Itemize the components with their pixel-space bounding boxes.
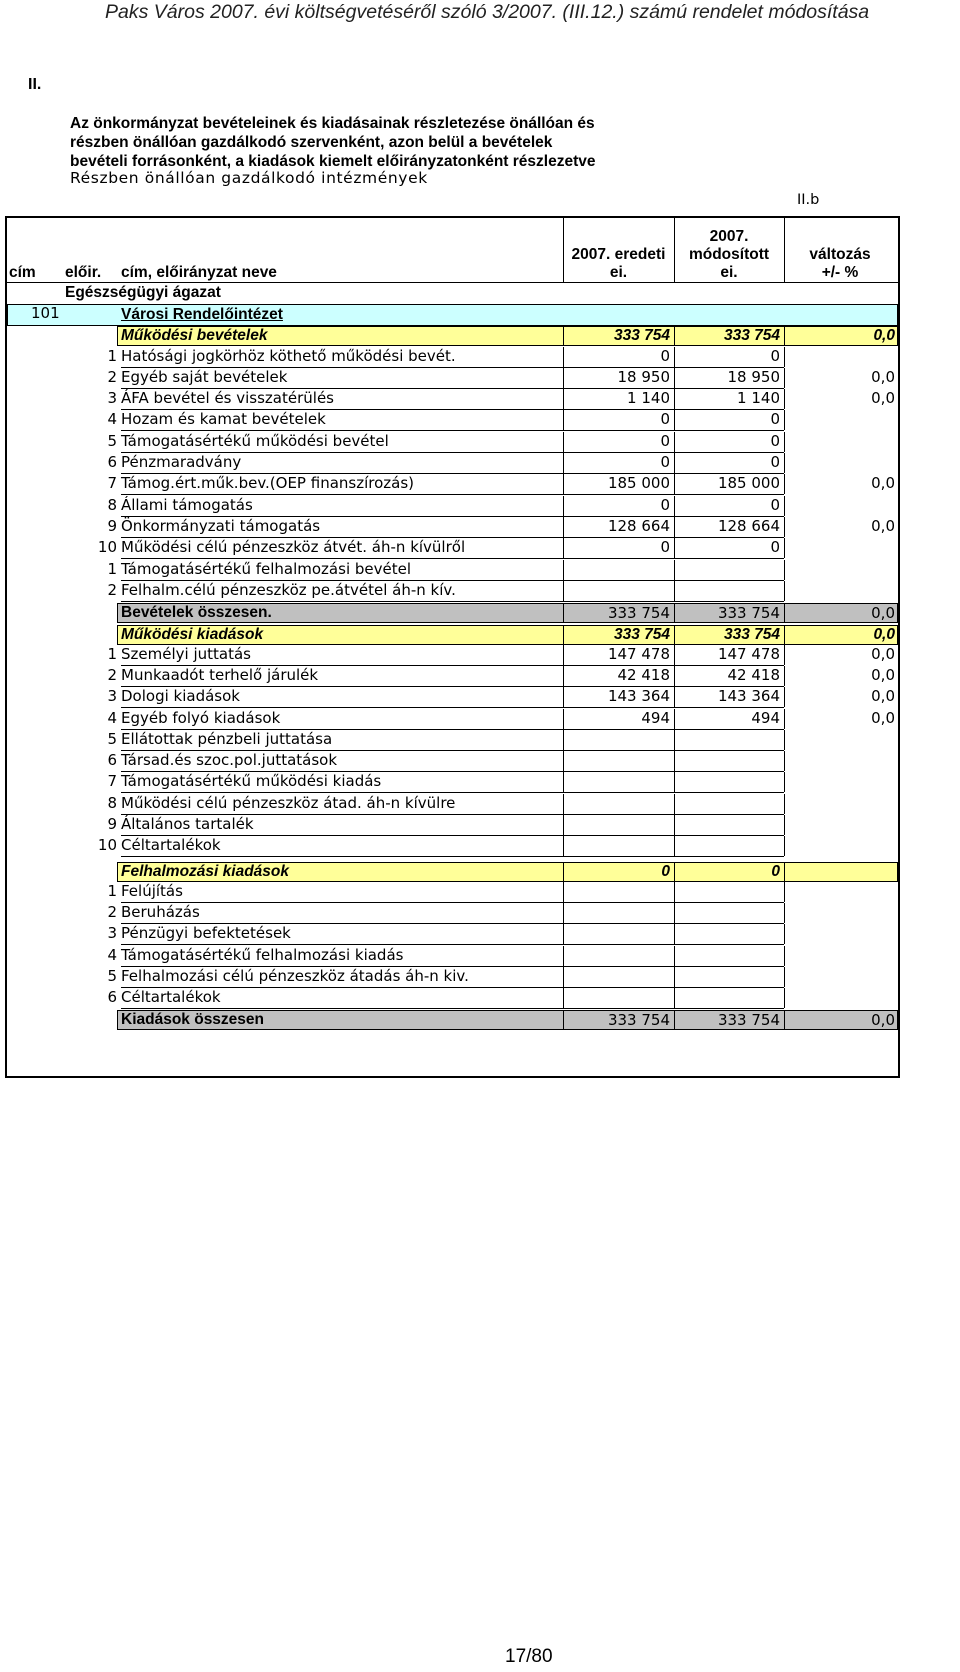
cell-divider	[674, 603, 675, 623]
cell-divider	[674, 946, 675, 966]
row-number: 8	[107, 495, 117, 514]
cell-divider	[784, 389, 785, 409]
cell-divider	[784, 815, 785, 835]
cell-divider	[674, 815, 675, 835]
cell-divider	[563, 538, 564, 558]
cell-divider	[674, 347, 675, 367]
cell-divider	[784, 903, 785, 923]
sector-label: Egészségügyi ágazat	[65, 284, 221, 301]
value-original: 147 478	[607, 644, 670, 663]
row-number: 1	[107, 881, 117, 900]
opex-header-row-label: Működési kiadások	[121, 625, 264, 643]
cell-divider	[674, 882, 675, 902]
value-original: 0	[660, 410, 670, 429]
value-original: 333 754	[607, 604, 670, 623]
cell-divider	[563, 751, 564, 771]
cell-divider	[674, 751, 675, 771]
row-number: 5	[107, 431, 117, 450]
cell-divider	[784, 326, 785, 346]
cell-divider	[784, 666, 785, 686]
row-number: 4	[107, 708, 117, 727]
cell-divider	[563, 946, 564, 966]
row-number: 1	[107, 559, 117, 578]
header-divider	[7, 282, 898, 283]
value-modified: 0	[770, 495, 780, 514]
value-modified: 128 664	[717, 516, 780, 535]
value-change: 0,0	[871, 644, 895, 663]
row-label: Egyéb folyó kiadások	[121, 708, 281, 727]
value-modified: 0	[770, 453, 780, 471]
value-original: 333 754	[607, 1011, 670, 1030]
value-change: 0,0	[871, 665, 895, 684]
institution-name: Városi Rendelőintézet	[121, 306, 283, 323]
col-header-original-line: ei.	[609, 264, 628, 281]
cell-divider	[563, 772, 564, 792]
cell-divider	[784, 882, 785, 902]
value-modified: 42 418	[727, 665, 780, 684]
row-number: 3	[107, 924, 117, 943]
cell-divider	[674, 432, 675, 452]
value-change: 0,0	[871, 516, 895, 535]
income-total-row-label: Bevételek összesen.	[121, 604, 272, 622]
cell-divider	[784, 453, 785, 473]
row-label: Ellátottak pénzbeli juttatása	[121, 729, 333, 748]
row-number: 8	[107, 793, 117, 812]
value-modified: 18 950	[727, 367, 780, 386]
value-original: 42 418	[617, 665, 670, 684]
income-header-row-label: Működési bevételek	[121, 327, 268, 344]
value-original: 18 950	[617, 367, 670, 386]
intro-line: bevételi forrásonként, a kiadások kiemelt előirányzatonként részlezetve	[70, 153, 596, 170]
value-change: 0,0	[871, 687, 895, 706]
value-modified: 0	[770, 431, 780, 450]
intro-line: Az önkormányzat bevételeinek és kiadásainak részletezése önállóan és	[70, 115, 595, 132]
value-original: 0	[660, 431, 670, 450]
row-label: Pénzügyi befektetések	[121, 924, 291, 943]
value-modified: 1 140	[737, 389, 780, 408]
col-header-name: cím, előirányzat neve	[121, 264, 277, 281]
row-number: 6	[107, 453, 117, 471]
cell-divider	[674, 560, 675, 580]
cell-divider	[784, 645, 785, 665]
value-modified: 0	[770, 346, 780, 365]
cell-divider	[563, 687, 564, 707]
value-original: 0	[660, 538, 670, 557]
cell-divider	[563, 794, 564, 814]
row-number: 6	[107, 751, 117, 770]
cell-divider	[563, 581, 564, 601]
cell-divider	[563, 410, 564, 430]
row-label: Működési célú pénzeszköz átvét. áh-n kívülről	[121, 538, 466, 557]
row-label: ÁFA bevétel és visszatérülés	[121, 389, 334, 408]
cell-divider	[563, 903, 564, 923]
row-label: Egyéb saját bevételek	[121, 367, 288, 386]
row-label: Hozam és kamat bevételek	[121, 410, 326, 429]
cell-divider	[784, 603, 785, 623]
value-original: 143 364	[607, 687, 670, 706]
cell-divider	[674, 924, 675, 944]
cell-divider	[784, 517, 785, 537]
cell-divider	[784, 581, 785, 601]
row-label: Támogatásértékű felhalmozási kiadás	[121, 945, 404, 964]
cell-divider	[784, 709, 785, 729]
cell-divider	[674, 517, 675, 537]
value-original: 0	[661, 862, 670, 880]
row-number: 2	[107, 665, 117, 684]
cell-divider	[674, 474, 675, 494]
value-change: 0,0	[871, 604, 895, 623]
cell-divider	[563, 645, 564, 665]
row-label: Támogatásértékű működési kiadás	[121, 772, 382, 791]
cell-divider	[674, 389, 675, 409]
cell-divider	[784, 347, 785, 367]
cell-divider	[563, 347, 564, 367]
row-number: 2	[107, 580, 117, 599]
value-modified: 333 754	[723, 327, 780, 344]
row-label: Támogatásértékű felhalmozási bevétel	[121, 559, 412, 578]
cell-divider	[563, 1010, 564, 1030]
value-modified: 185 000	[717, 474, 780, 493]
row-number: 10	[97, 538, 117, 557]
value-original: 185 000	[607, 474, 670, 493]
cell-divider	[784, 836, 785, 856]
row-number: 7	[107, 772, 117, 791]
cell-divider	[563, 988, 564, 1008]
cell-divider	[784, 862, 785, 882]
cell-divider	[563, 432, 564, 452]
value-modified: 333 754	[717, 604, 780, 623]
cell-divider	[674, 836, 675, 856]
cell-divider	[784, 1010, 785, 1030]
cell-divider	[674, 410, 675, 430]
cell-divider	[563, 560, 564, 580]
row-number: 1	[107, 644, 117, 663]
value-change: 0,0	[871, 367, 895, 386]
cell-divider	[563, 836, 564, 856]
row-label: Általános tartalék	[121, 815, 254, 833]
cell-divider	[674, 496, 675, 516]
row-number: 6	[107, 988, 117, 1007]
cell-divider	[563, 368, 564, 388]
row-number: 9	[107, 516, 117, 535]
value-modified: 147 478	[717, 644, 780, 663]
institution-code: 101	[31, 304, 60, 322]
row-underline	[121, 601, 784, 602]
cell-divider	[784, 751, 785, 771]
cell-divider	[563, 517, 564, 537]
cell-divider	[563, 389, 564, 409]
value-modified: 333 754	[717, 1011, 780, 1030]
cell-divider	[563, 924, 564, 944]
value-change: 0,0	[873, 625, 895, 643]
row-underline	[121, 902, 784, 903]
cell-divider	[563, 882, 564, 902]
cell-divider	[784, 410, 785, 430]
cell-divider	[674, 794, 675, 814]
cell-divider	[674, 730, 675, 750]
cell-divider	[784, 560, 785, 580]
value-change: 0,0	[871, 389, 895, 408]
cell-divider	[563, 474, 564, 494]
value-original: 1 140	[627, 389, 670, 408]
col-header-modified-line: módosított	[688, 246, 770, 263]
row-label: Munkaadót terhelő járulék	[121, 665, 319, 684]
value-change: 0,0	[873, 327, 895, 344]
cell-divider	[563, 496, 564, 516]
value-modified: 333 754	[723, 625, 780, 643]
value-original: 333 754	[613, 327, 670, 344]
col-header-change-line: változás	[809, 246, 871, 263]
cell-divider	[563, 666, 564, 686]
row-number: 10	[97, 836, 117, 855]
cell-divider	[784, 496, 785, 516]
cell-divider	[784, 687, 785, 707]
cell-divider	[784, 730, 785, 750]
value-change: 0,0	[871, 474, 895, 493]
row-number: 5	[107, 729, 117, 748]
value-original: 0	[660, 453, 670, 471]
cell-divider	[784, 432, 785, 452]
row-number: 2	[107, 902, 117, 921]
value-original: 333 754	[613, 625, 670, 643]
cell-divider	[563, 815, 564, 835]
cell-divider	[784, 924, 785, 944]
cell-divider	[674, 581, 675, 601]
value-change: 0,0	[871, 1011, 895, 1030]
row-number: 3	[107, 389, 117, 408]
cell-divider	[784, 946, 785, 966]
value-change: 0,0	[871, 708, 895, 727]
row-label: Céltartalékok	[121, 836, 221, 855]
row-label: Felhalm.célú pénzeszköz pe.átvétel áh-n kív.	[121, 580, 456, 599]
cell-divider	[563, 709, 564, 729]
cell-divider	[784, 988, 785, 1008]
col-header-modified	[674, 228, 784, 282]
cell-divider	[563, 625, 564, 645]
value-modified: 0	[770, 538, 780, 557]
cell-divider	[674, 903, 675, 923]
cell-divider	[784, 368, 785, 388]
row-number: 4	[107, 945, 117, 964]
cell-divider	[674, 967, 675, 987]
cell-divider	[784, 474, 785, 494]
row-underline	[121, 856, 784, 857]
value-modified: 143 364	[717, 687, 780, 706]
value-original: 128 664	[607, 516, 670, 535]
row-number: 5	[107, 966, 117, 985]
cell-divider	[674, 1010, 675, 1030]
cell-divider	[674, 368, 675, 388]
value-original: 0	[660, 346, 670, 365]
cell-divider	[674, 326, 675, 346]
col-header-cim: cím	[9, 264, 36, 281]
row-number: 4	[107, 410, 117, 429]
cell-divider	[674, 862, 675, 882]
row-number: 3	[107, 687, 117, 706]
cell-divider	[784, 794, 785, 814]
cell-divider	[674, 645, 675, 665]
value-original: 494	[641, 708, 670, 727]
col-header-original	[563, 246, 674, 282]
row-label: Személyi juttatás	[121, 644, 251, 663]
row-number: 2	[107, 367, 117, 386]
row-label: Támogatásértékű működési bevétel	[121, 431, 389, 450]
row-label: Beruházás	[121, 902, 200, 921]
cell-divider	[674, 538, 675, 558]
col-header-change-line: +/- %	[821, 264, 859, 281]
cell-divider	[784, 625, 785, 645]
row-underline	[121, 1008, 784, 1009]
value-modified: 0	[770, 410, 780, 429]
col-header-modified-line: ei.	[720, 264, 738, 281]
row-number: 7	[107, 474, 117, 493]
cell-divider	[563, 862, 564, 882]
value-modified: 494	[751, 708, 780, 727]
row-label: Támog.ért.műk.bev.(OEP finanszírozás)	[121, 474, 415, 493]
appendix-label: II.b	[797, 192, 820, 208]
intro-line: részben önállóan gazdálkodó szervenként, azon belül a bevételek	[70, 134, 553, 151]
cell-divider	[563, 326, 564, 346]
value-original: 0	[660, 495, 670, 514]
cell-divider	[674, 709, 675, 729]
row-label: Felújítás	[121, 881, 183, 900]
intro-subtitle: Részben önállóan gazdálkodó intézmények	[70, 169, 428, 187]
row-number: 1	[107, 346, 117, 365]
cell-divider	[784, 772, 785, 792]
row-label: Működési célú pénzeszköz átad. áh-n kívülre	[121, 793, 456, 812]
capex-header-row-label: Felhalmozási kiadások	[121, 862, 289, 880]
cell-divider	[563, 967, 564, 987]
row-label: Céltartalékok	[121, 988, 221, 1007]
value-modified: 0	[771, 862, 780, 880]
row-number: 9	[107, 815, 117, 833]
col-header-eloir: előir.	[65, 264, 102, 281]
cell-divider	[674, 666, 675, 686]
expense-total-row-label: Kiadások összesen	[121, 1011, 265, 1029]
col-header-modified-line: 2007.	[709, 228, 749, 245]
row-label: Pénzmaradvány	[121, 453, 242, 471]
row-label: Felhalmozási célú pénzeszköz átadás áh-n kiv.	[121, 966, 469, 985]
section-label: II.	[28, 76, 42, 93]
cell-divider	[674, 687, 675, 707]
cell-divider	[563, 730, 564, 750]
page-number: 17/80	[505, 1646, 553, 1667]
cell-divider	[674, 988, 675, 1008]
col-header-change	[784, 246, 896, 282]
cell-divider	[563, 603, 564, 623]
cell-divider	[784, 538, 785, 558]
cell-divider	[674, 453, 675, 473]
row-label: Társad.és szoc.pol.juttatások	[121, 751, 338, 770]
row-label: Dologi kiadások	[121, 687, 240, 706]
row-label: Önkormányzati támogatás	[121, 516, 321, 535]
cell-divider	[784, 967, 785, 987]
budget-table	[5, 216, 900, 1078]
col-header-original-line: 2007. eredeti	[571, 246, 666, 263]
page-header-title: Paks Város 2007. évi költségvetéséről szóló 3/2007. (III.12.) számú rendelet módosítása	[105, 1, 870, 23]
cell-divider	[563, 453, 564, 473]
cell-divider	[674, 772, 675, 792]
intro-text	[70, 114, 710, 171]
row-label: Állami támogatás	[121, 495, 253, 514]
row-label: Hatósági jogkörhöz köthető működési bevét.	[121, 346, 456, 365]
cell-divider	[674, 625, 675, 645]
